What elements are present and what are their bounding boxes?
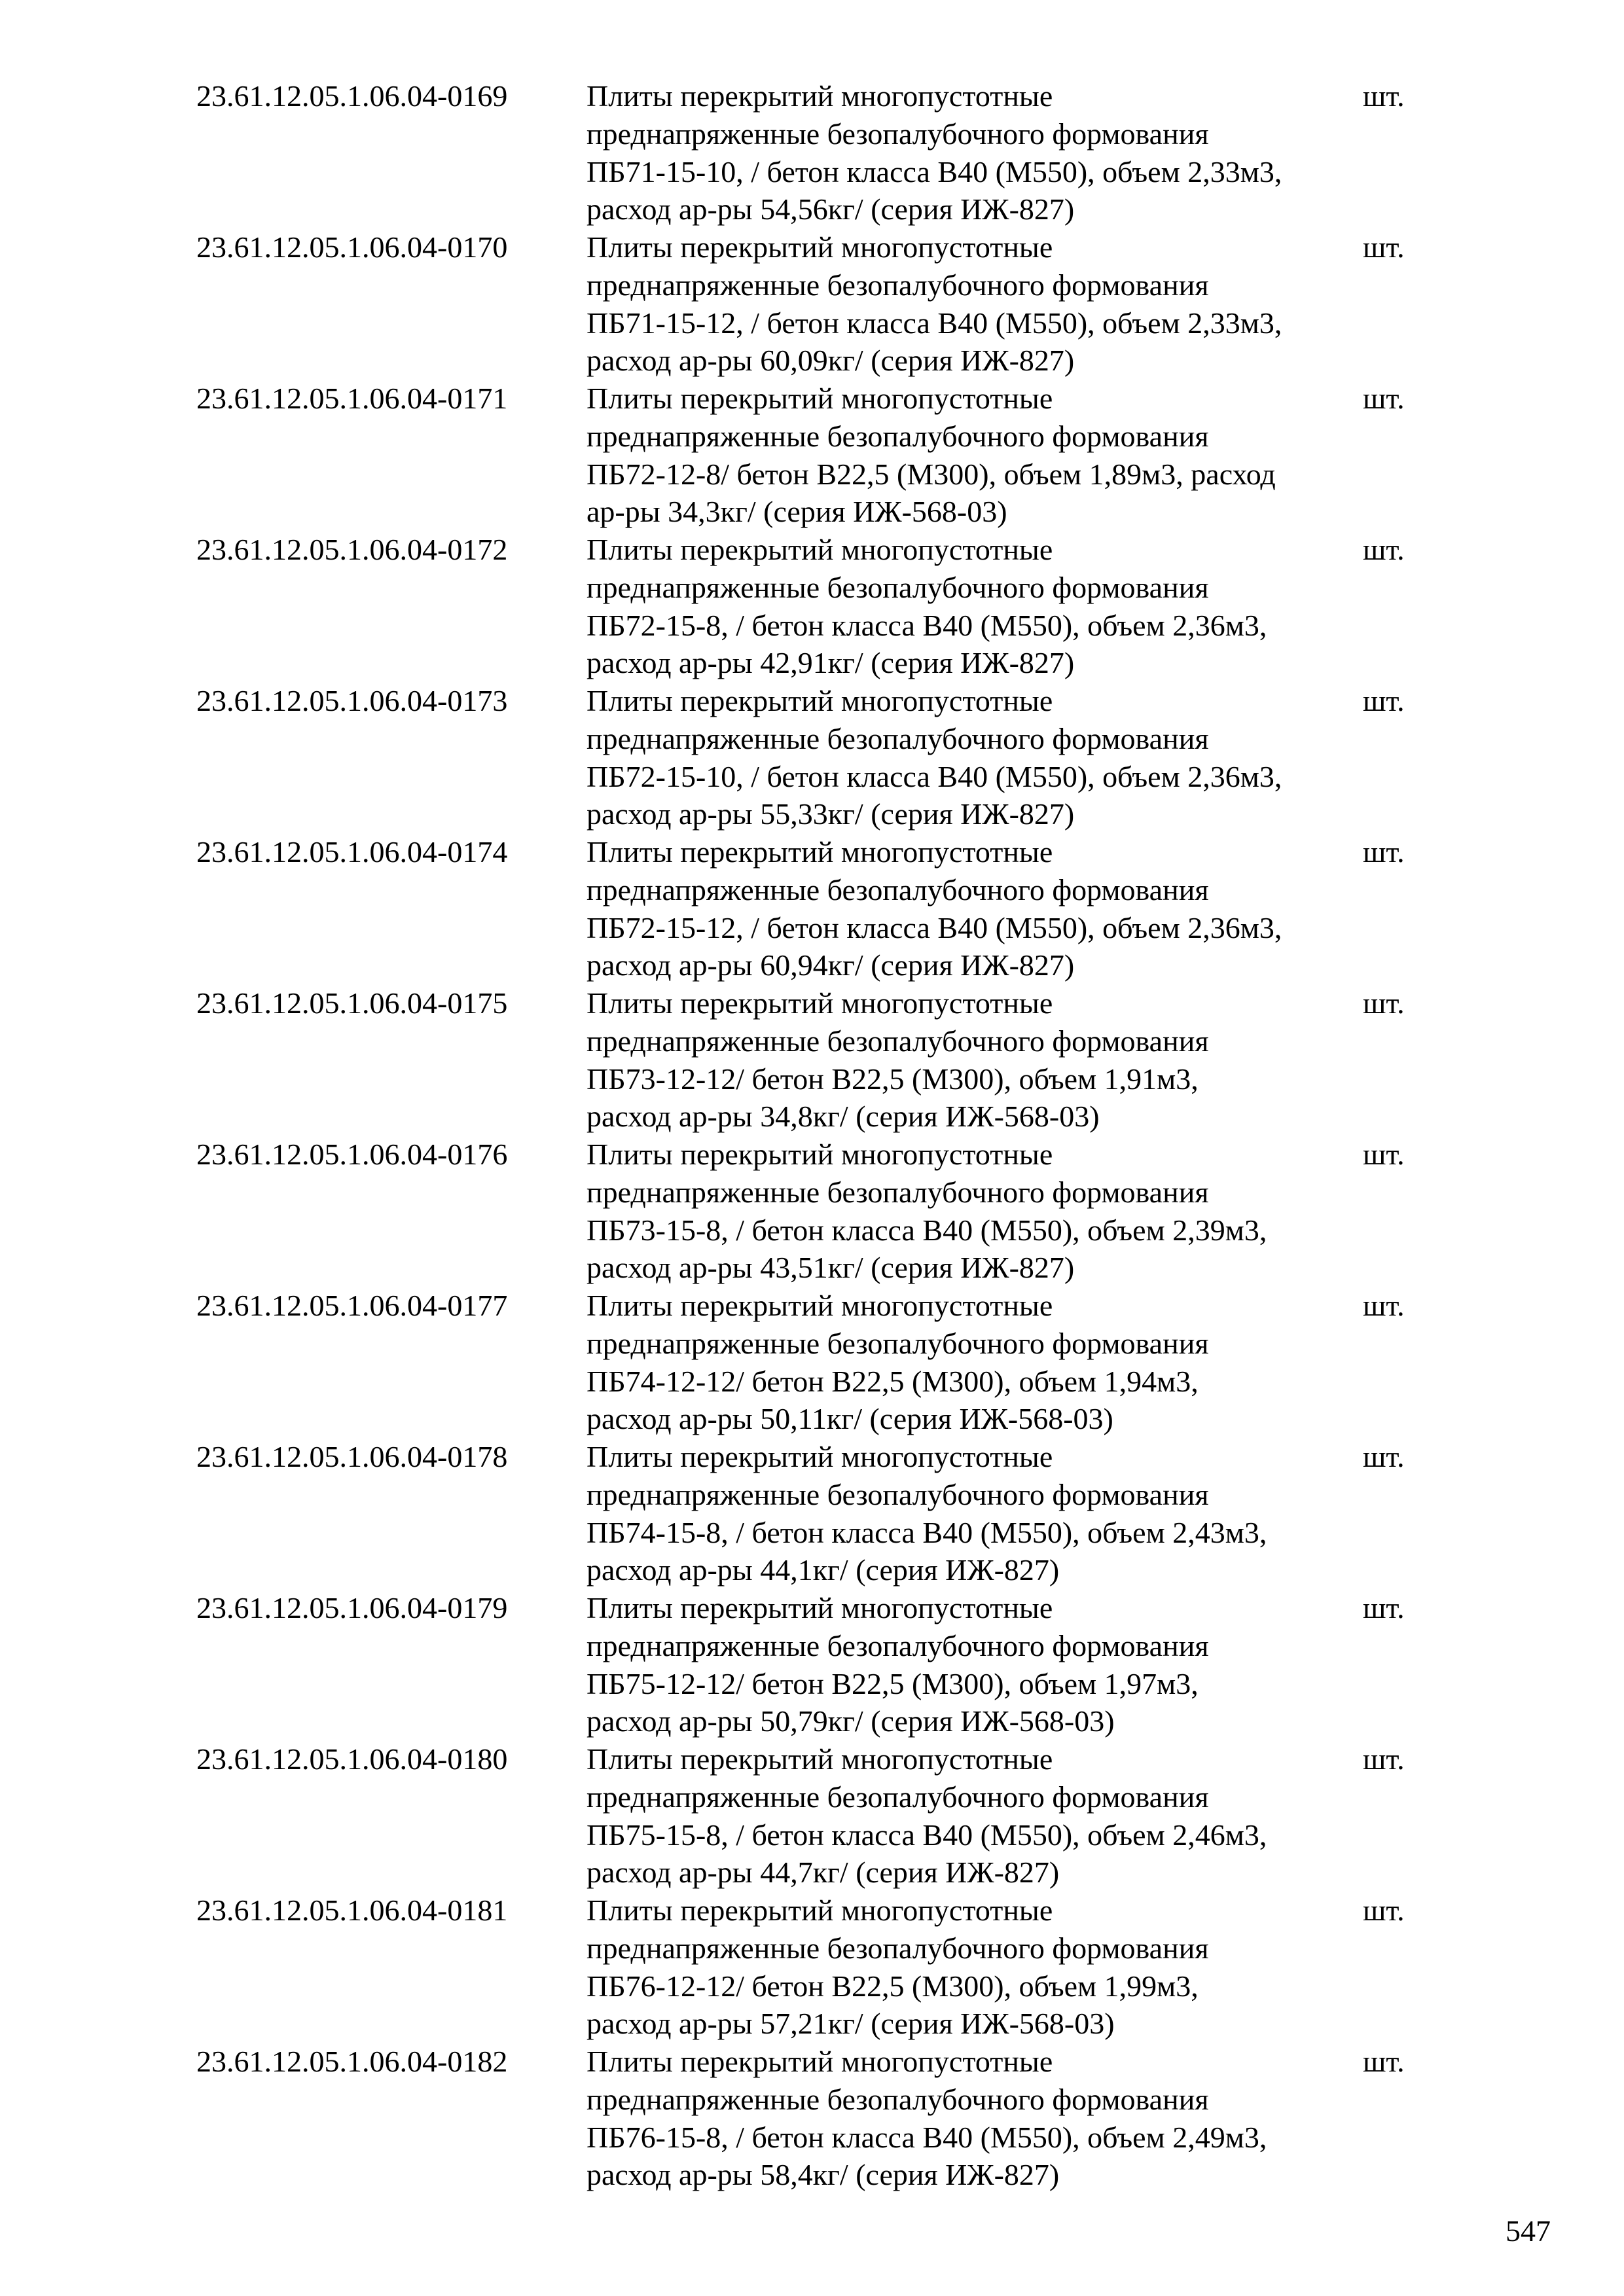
entry-description-line: Плиты перекрытий многопустотные xyxy=(586,2045,1053,2078)
entry-row xyxy=(196,1287,1440,1438)
entry-description-line: расход ар-ры 34,8кг/ (серия ИЖ-568-03) xyxy=(586,1100,1100,1134)
entry-description xyxy=(586,1136,1372,1287)
entry-unit: шт. xyxy=(1363,2045,1405,2078)
entry-unit: шт. xyxy=(1363,1138,1405,1171)
entry-description xyxy=(586,833,1372,984)
entry-code: 23.61.12.05.1.06.04-0175 xyxy=(196,986,508,1020)
entry-unit: шт. xyxy=(1363,382,1405,415)
entry-description-line: расход ар-ры 44,1кг/ (серия ИЖ-827) xyxy=(586,1553,1060,1587)
entry-description-line: расход ар-ры 60,09кг/ (серия ИЖ-827) xyxy=(586,344,1075,378)
entry-code: 23.61.12.05.1.06.04-0172 xyxy=(196,533,508,566)
entry-description-line: расход ар-ры 54,56кг/ (серия ИЖ-827) xyxy=(586,192,1075,226)
entry-description-line: Плиты перекрытий многопустотные xyxy=(586,230,1053,264)
entry-description-line: расход ар-ры 58,4кг/ (серия ИЖ-827) xyxy=(586,2158,1060,2192)
entry-description-line: преднапряженные безопалубочного формования xyxy=(586,1024,1209,1058)
entry-description xyxy=(586,1438,1372,1589)
entries-list xyxy=(196,77,1440,2194)
entry-code: 23.61.12.05.1.06.04-0182 xyxy=(196,2045,508,2078)
entry-code: 23.61.12.05.1.06.04-0171 xyxy=(196,382,508,415)
entry-description-line: ПБ71-15-10, / бетон класса В40 (М550), объем 2,33м3, xyxy=(586,154,1282,188)
entry-description-line: расход ар-ры 60,94кг/ (серия ИЖ-827) xyxy=(586,948,1075,982)
entry-description-line: Плиты перекрытий многопустотные xyxy=(586,533,1053,566)
entry-code: 23.61.12.05.1.06.04-0179 xyxy=(196,1591,508,1624)
entry-description-line: ПБ72-15-8, / бетон класса В40 (М550), объем 2,36м3, xyxy=(586,608,1267,642)
entry-unit: шт. xyxy=(1363,1289,1405,1322)
entry-row xyxy=(196,2043,1440,2194)
entry-description xyxy=(586,1892,1372,2043)
entry-description-line: ПБ72-15-12, / бетон класса В40 (М550), объем 2,36м3, xyxy=(586,910,1282,944)
entry-description-line: Плиты перекрытий многопустотные xyxy=(586,835,1053,869)
entry-code: 23.61.12.05.1.06.04-0173 xyxy=(196,684,508,717)
entry-description-line: расход ар-ры 57,21кг/ (серия ИЖ-568-03) xyxy=(586,2007,1115,2041)
entry-description-line: Плиты перекрытий многопустотные xyxy=(586,1289,1053,1322)
entry-description-line: Плиты перекрытий многопустотные xyxy=(586,1742,1053,1776)
entry-code: 23.61.12.05.1.06.04-0170 xyxy=(196,230,508,264)
entry-description-line: ПБ74-15-8, / бетон класса В40 (М550), объем 2,43м3, xyxy=(586,1515,1267,1549)
entry-description xyxy=(586,682,1372,833)
entry-description-line: ПБ73-12-12/ бетон В22,5 (М300), объем 1,91м3, xyxy=(586,1062,1199,1096)
entry-description-line: ПБ72-12-8/ бетон В22,5 (М300), объем 1,89м3, расход xyxy=(586,457,1276,491)
entry-row xyxy=(196,833,1440,984)
entry-code: 23.61.12.05.1.06.04-0178 xyxy=(196,1440,508,1473)
entry-row xyxy=(196,1740,1440,1892)
entry-description-line: расход ар-ры 50,11кг/ (серия ИЖ-568-03) xyxy=(586,1402,1113,1436)
entry-row xyxy=(196,1892,1440,2043)
entry-description-line: расход ар-ры 44,7кг/ (серия ИЖ-827) xyxy=(586,1856,1060,1890)
entry-unit: шт. xyxy=(1363,1440,1405,1473)
entry-description-line: преднапряженные безопалубочного формования xyxy=(586,419,1209,453)
entry-description-line: преднапряженные безопалубочного формования xyxy=(586,1628,1209,1662)
entry-description-line: ар-ры 34,3кг/ (серия ИЖ-568-03) xyxy=(586,495,1007,529)
entry-description-line: расход ар-ры 42,91кг/ (серия ИЖ-827) xyxy=(586,646,1075,680)
entry-description-line: преднапряженные безопалубочного формования xyxy=(586,117,1209,151)
entry-description-line: ПБ75-12-12/ бетон В22,5 (М300), объем 1,97м3, xyxy=(586,1666,1199,1700)
entry-description-line: Плиты перекрытий многопустотные xyxy=(586,986,1053,1020)
entry-description-line: преднапряженные безопалубочного формования xyxy=(586,1175,1209,1209)
entry-description-line: преднапряженные безопалубочного формования xyxy=(586,1931,1209,1965)
entry-description xyxy=(586,380,1372,531)
entry-description xyxy=(586,1287,1372,1438)
entry-description-line: Плиты перекрытий многопустотные xyxy=(586,1893,1053,1927)
entry-unit: шт. xyxy=(1363,1742,1405,1776)
entry-unit: шт. xyxy=(1363,986,1405,1020)
entry-description-line: ПБ71-15-12, / бетон класса В40 (М550), объем 2,33м3, xyxy=(586,306,1282,340)
entry-description-line: преднапряженные безопалубочного формования xyxy=(586,2082,1209,2116)
entry-description-line: ПБ74-12-12/ бетон В22,5 (М300), объем 1,94м3, xyxy=(586,1364,1199,1398)
entry-code: 23.61.12.05.1.06.04-0176 xyxy=(196,1138,508,1171)
entry-description-line: преднапряженные безопалубочного формования xyxy=(586,1780,1209,1814)
entry-description-line: преднапряженные безопалубочного формования xyxy=(586,268,1209,302)
entry-description-line: расход ар-ры 55,33кг/ (серия ИЖ-827) xyxy=(586,797,1075,831)
entry-unit: шт. xyxy=(1363,684,1405,717)
entry-description xyxy=(586,1589,1372,1740)
entry-description-line: Плиты перекрытий многопустотные xyxy=(586,1138,1053,1171)
entry-description-line: преднапряженные безопалубочного формования xyxy=(586,570,1209,604)
entry-code: 23.61.12.05.1.06.04-0169 xyxy=(196,79,508,113)
entry-description-line: ПБ73-15-8, / бетон класса В40 (М550), объем 2,39м3, xyxy=(586,1213,1267,1247)
entry-description-line: преднапряженные безопалубочного формования xyxy=(586,1477,1209,1511)
entry-description-line: Плиты перекрытий многопустотные xyxy=(586,382,1053,415)
entry-description-line: Плиты перекрытий многопустотные xyxy=(586,1440,1053,1473)
entry-description-line: преднапряженные безопалубочного формования xyxy=(586,872,1209,906)
entry-description-line: расход ар-ры 50,79кг/ (серия ИЖ-568-03) xyxy=(586,1704,1115,1738)
entry-description-line: ПБ76-12-12/ бетон В22,5 (М300), объем 1,99м3, xyxy=(586,1969,1199,2003)
entry-description xyxy=(586,531,1372,682)
entry-description-line: Плиты перекрытий многопустотные xyxy=(586,79,1053,113)
entry-code: 23.61.12.05.1.06.04-0181 xyxy=(196,1893,508,1927)
entry-code: 23.61.12.05.1.06.04-0174 xyxy=(196,835,508,869)
entry-row xyxy=(196,228,1440,380)
entry-unit: шт. xyxy=(1363,835,1405,869)
entry-row xyxy=(196,531,1440,682)
entry-row xyxy=(196,380,1440,531)
entry-unit: шт. xyxy=(1363,79,1405,113)
entry-unit: шт. xyxy=(1363,1591,1405,1624)
page-number: 547 xyxy=(1506,2214,1551,2248)
entry-row xyxy=(196,984,1440,1136)
entry-row xyxy=(196,1589,1440,1740)
entry-description xyxy=(586,984,1372,1136)
entry-description-line: преднапряженные безопалубочного формования xyxy=(586,1326,1209,1360)
entry-unit: шт. xyxy=(1363,1893,1405,1927)
entry-row xyxy=(196,1438,1440,1589)
entry-unit: шт. xyxy=(1363,533,1405,566)
entry-row xyxy=(196,682,1440,833)
entry-unit: шт. xyxy=(1363,230,1405,264)
entry-description xyxy=(586,77,1372,228)
entry-description xyxy=(586,2043,1372,2194)
entry-description-line: Плиты перекрытий многопустотные xyxy=(586,1591,1053,1624)
entry-description-line: Плиты перекрытий многопустотные xyxy=(586,684,1053,717)
entry-description-line: преднапряженные безопалубочного формования xyxy=(586,721,1209,755)
entry-description xyxy=(586,1740,1372,1892)
entry-description-line: ПБ72-15-10, / бетон класса В40 (М550), объем 2,36м3, xyxy=(586,759,1282,793)
entry-row xyxy=(196,1136,1440,1287)
entry-description-line: ПБ75-15-8, / бетон класса В40 (М550), объем 2,46м3, xyxy=(586,1818,1267,1852)
entry-row xyxy=(196,77,1440,228)
entry-code: 23.61.12.05.1.06.04-0180 xyxy=(196,1742,508,1776)
entry-description-line: ПБ76-15-8, / бетон класса В40 (М550), объем 2,49м3, xyxy=(586,2120,1267,2154)
entry-code: 23.61.12.05.1.06.04-0177 xyxy=(196,1289,508,1322)
entry-description-line: расход ар-ры 43,51кг/ (серия ИЖ-827) xyxy=(586,1251,1075,1285)
entry-description xyxy=(586,228,1372,380)
